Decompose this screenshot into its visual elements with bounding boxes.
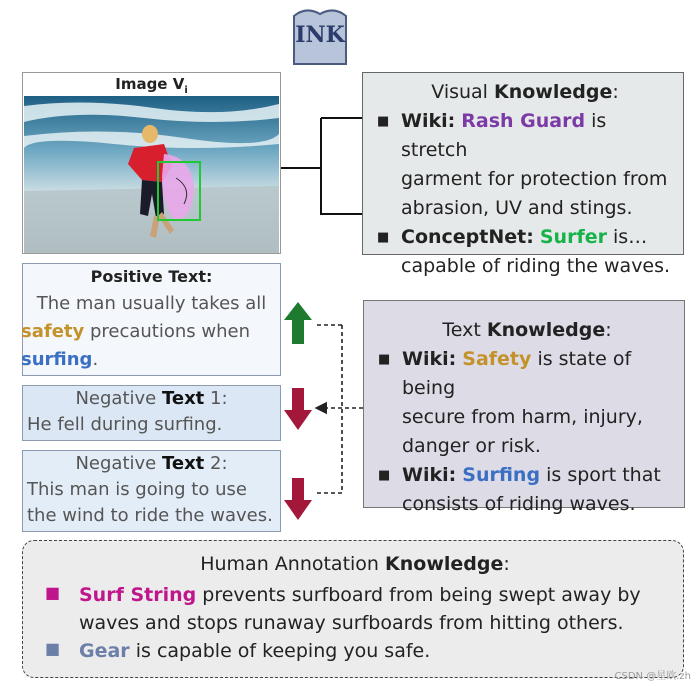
image-to-visual-connector — [281, 118, 362, 214]
term-gear: Gear — [79, 640, 130, 662]
surfer-photo — [24, 96, 279, 253]
down-arrow-1 — [284, 388, 312, 430]
term-surf-string: Surf String — [79, 584, 197, 606]
human-annotation-item: ■ Surf String prevents surfboard from being swept away by waves and stops runaway surfboards from hitting others. — [45, 583, 641, 634]
text-knowledge-dashed-connector — [316, 325, 363, 493]
negative-text-1-panel — [22, 385, 281, 441]
ink-label: INK — [295, 22, 345, 48]
negative-text-2-title: Negative Text 2: — [75, 453, 228, 474]
text-knowledge-box — [363, 300, 685, 515]
term-safety: Safety — [462, 348, 532, 370]
human-annotation-item: ■ Gear is capable of keeping you safe. — [45, 639, 431, 662]
term-surfing: Surfing — [462, 464, 541, 486]
visual-knowledge-title: Visual Knowledge: — [431, 81, 619, 103]
positive-text-panel — [22, 263, 281, 376]
text-knowledge-item: ■ Wiki: Safety is state of being secure from harm, injury, danger or risk. — [378, 348, 643, 457]
visual-knowledge-item: ■ Wiki: Rash Guard is stretch garment for protection from abrasion, UV and stings. — [377, 110, 668, 219]
term-surfer: Surfer — [539, 226, 607, 248]
term-rash-guard: Rash Guard — [461, 110, 586, 132]
image-panel — [22, 72, 281, 254]
negative-text-1-title: Negative Text 1: — [75, 388, 228, 409]
positive-text-title: Positive Text: — [90, 267, 213, 286]
negative-text-2-body: This man is going to use the wind to ride the waves. — [27, 479, 273, 526]
human-annotation-box — [22, 540, 684, 678]
up-arrow — [284, 302, 312, 344]
down-arrow-2 — [284, 478, 312, 520]
ink-badge — [288, 4, 352, 68]
positive-text-body: The man usually takes all safety precautions when surfing. — [21, 293, 267, 370]
negative-text-1-body: He fell during surfing. — [27, 414, 223, 435]
human-annotation-title: Human Annotation Knowledge: — [200, 553, 510, 575]
image-title: Image $V_i$ — [115, 75, 188, 96]
text-knowledge-item: ■ Wiki: Surfing is sport that consists of riding waves. — [378, 464, 661, 515]
negative-text-2-panel — [22, 450, 281, 532]
text-knowledge-title: Text Knowledge: — [442, 319, 612, 341]
visual-knowledge-item: ■ ConceptNet: Surfer is… capable of riding the waves. — [377, 226, 671, 277]
visual-knowledge-box — [362, 72, 684, 277]
watermark: CSDN @星欧.zh — [614, 671, 691, 682]
